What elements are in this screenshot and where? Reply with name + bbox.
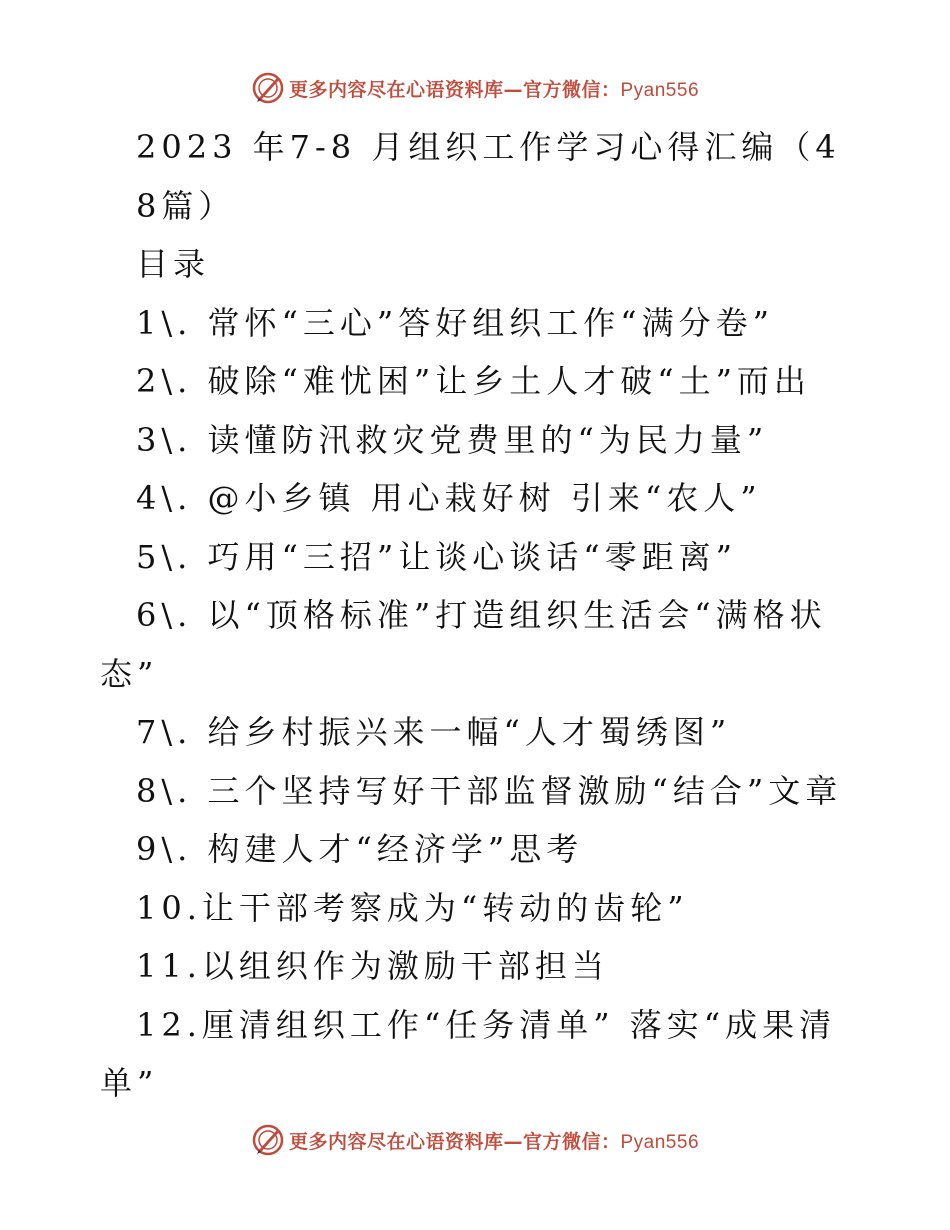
header-banner: [0, 68, 950, 108]
toc-item-4: 4\. @小乡镇 用心栽好树 引来“农人”: [136, 479, 762, 517]
header-banner-text: [289, 75, 699, 102]
document-title-line-2: 8篇）: [136, 186, 236, 225]
toc-item-6-continued: 态”: [100, 654, 159, 693]
toc-item-11: 11.以组织作为激励干部担当: [136, 947, 609, 985]
toc-item-2: 2\. 破除“难忧困”让乡土人才破“土”而出: [136, 362, 811, 400]
toc-item-12: 12.厘清组织工作“任务清单” 落实“成果清: [136, 1005, 837, 1044]
footer-wechat-label: 官方微信：: [522, 1130, 621, 1153]
document-body: [100, 118, 843, 1113]
pen-logo-icon: [251, 1123, 285, 1157]
pen-logo-icon: [251, 71, 285, 105]
toc-item-1: 1\. 常怀“三心”答好组织工作“满分卷”: [136, 303, 774, 342]
footer-dash: —: [503, 1130, 523, 1153]
toc-heading: 目录: [136, 245, 211, 283]
toc-item-6: 6\. 以“顶格标准”打造组织生活会“满格状: [136, 596, 827, 634]
header-wechat-id: Pyan556: [620, 79, 700, 101]
toc-item-12-continued: 单”: [100, 1064, 159, 1102]
toc-item-8: 8\. 三个坚持写好干部监督激励“结合”文章: [136, 771, 843, 810]
toc-item-3: 3\. 读懂防汛救灾党费里的“为民力量”: [136, 420, 769, 459]
toc-item-9: 9\. 构建人才“经济学”思考: [136, 830, 584, 868]
footer-banner-text: [289, 1127, 699, 1154]
toc-item-5: 5\. 巧用“三招”让谈心谈话“零距离”: [136, 537, 737, 576]
header-wechat-label: 官方微信：: [522, 78, 621, 101]
header-site-name: 更多内容尽在心语资料库: [288, 78, 504, 101]
header-dash: —: [503, 78, 523, 101]
footer-site-name: 更多内容尽在心语资料库: [288, 1130, 504, 1153]
footer-banner: [0, 1120, 950, 1160]
toc-item-10: 10.让干部考察成为“转动的齿轮”: [136, 888, 689, 927]
footer-wechat-id: Pyan556: [620, 1131, 700, 1153]
toc-item-7: 7\. 给乡村振兴来一幅“人才蜀绣图”: [136, 713, 732, 751]
document-title-line-1: 2023 年7-8 月组织工作学习心得汇编（4: [136, 128, 841, 166]
